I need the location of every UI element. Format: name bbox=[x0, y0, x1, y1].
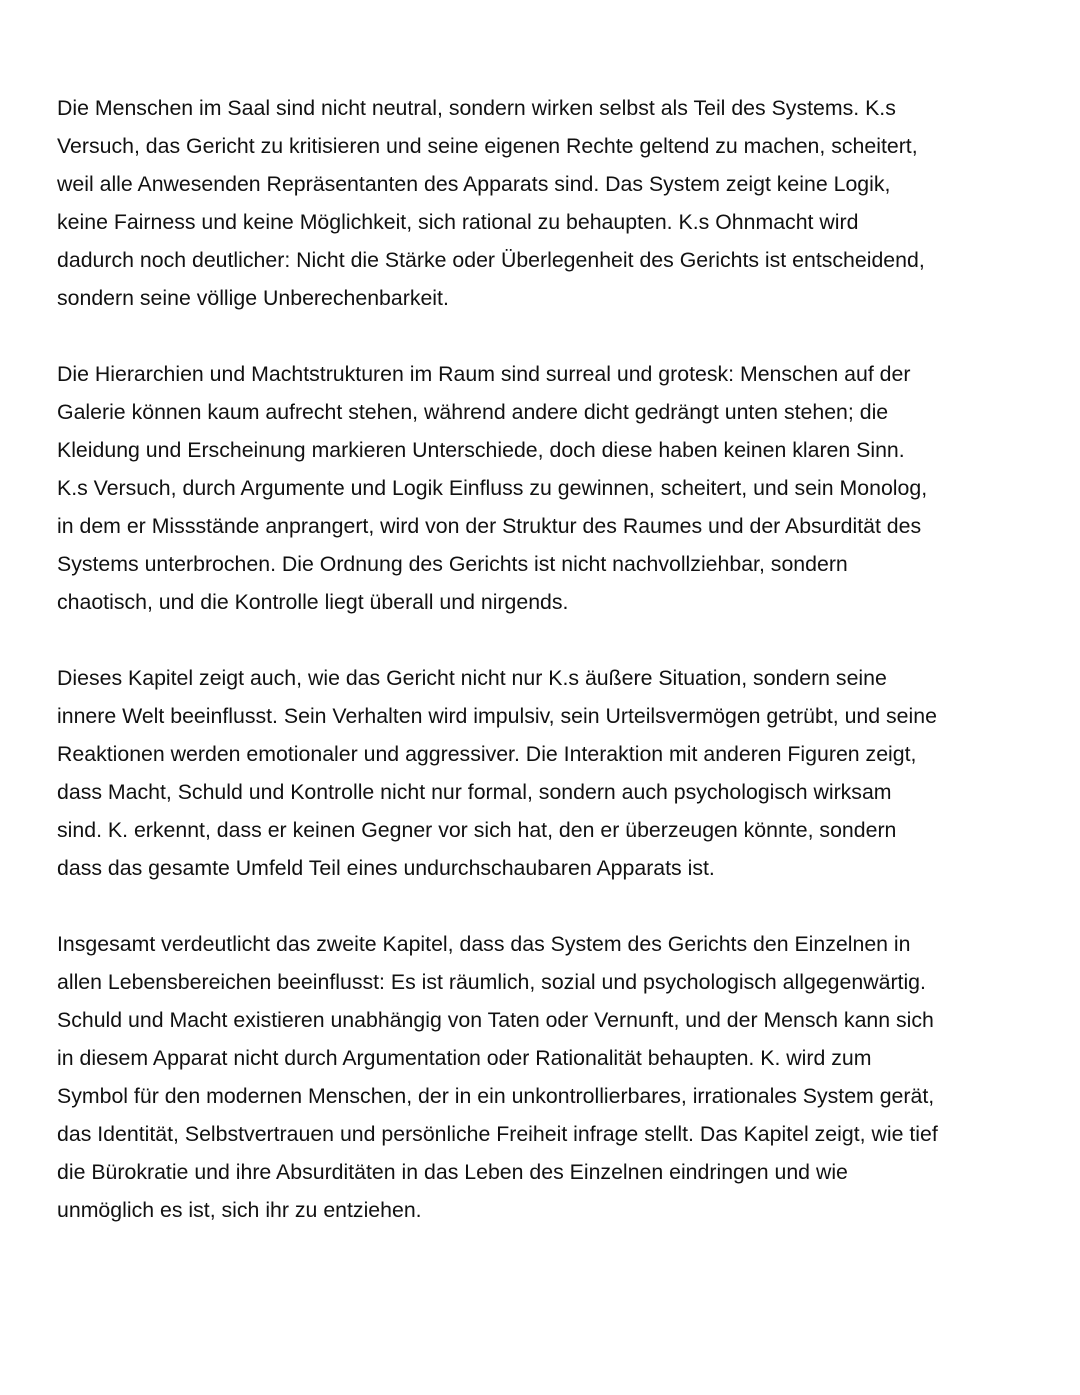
paragraph-line: Reaktionen werden emotionaler und aggressiver. Die Interaktion mit anderen Figuren zeigt, bbox=[57, 742, 917, 766]
paragraph-4 bbox=[57, 925, 1032, 1229]
paragraph-line: die Bürokratie und ihre Absurditäten in das Leben des Einzelnen eindringen und wie bbox=[57, 1160, 848, 1184]
paragraph-line: Schuld und Macht existieren unabhängig von Taten oder Vernunft, und der Mensch kann sich bbox=[57, 1008, 934, 1032]
paragraph-line: innere Welt beeinflusst. Sein Verhalten wird impulsiv, sein Urteilsvermögen getrübt, und seine bbox=[57, 704, 937, 728]
paragraph-line: in dem er Missstände anprangert, wird von der Struktur des Raumes und der Absurdität des bbox=[57, 514, 922, 538]
document-page bbox=[57, 89, 1032, 1267]
paragraph-line: keine Fairness und keine Möglichkeit, sich rational zu behaupten. K.s Ohnmacht wird bbox=[57, 210, 859, 234]
paragraph-line: sondern seine völlige Unberechenbarkeit. bbox=[57, 286, 449, 310]
paragraph-line: unmöglich es ist, sich ihr zu entziehen. bbox=[57, 1198, 422, 1222]
paragraph-line: Die Hierarchien und Machtstrukturen im Raum sind surreal und grotesk: Menschen auf der bbox=[57, 362, 911, 386]
paragraph-line: Die Menschen im Saal sind nicht neutral, sondern wirken selbst als Teil des Systems. K.s bbox=[57, 96, 896, 120]
paragraph-line: Systems unterbrochen. Die Ordnung des Gerichts ist nicht nachvollziehbar, sondern bbox=[57, 552, 848, 576]
paragraph-line: Insgesamt verdeutlicht das zweite Kapitel, dass das System des Gerichts den Einzelnen in bbox=[57, 932, 911, 956]
paragraph-line: Symbol für den modernen Menschen, der in ein unkontrollierbares, irrationales System gerät, bbox=[57, 1084, 935, 1108]
paragraph-line: dadurch noch deutlicher: Nicht die Stärke oder Überlegenheit des Gerichts ist entscheidend, bbox=[57, 248, 925, 272]
paragraph-line: das Identität, Selbstvertrauen und persönliche Freiheit infrage stellt. Das Kapitel zeigt, wie tief bbox=[57, 1122, 938, 1146]
paragraph-line: Versuch, das Gericht zu kritisieren und seine eigenen Rechte geltend zu machen, scheitert, bbox=[57, 134, 918, 158]
paragraph-line: chaotisch, und die Kontrolle liegt überall und nirgends. bbox=[57, 590, 569, 614]
paragraph-line: dass Macht, Schuld und Kontrolle nicht nur formal, sondern auch psychologisch wirksam bbox=[57, 780, 892, 804]
paragraph-line: weil alle Anwesenden Repräsentanten des Apparats sind. Das System zeigt keine Logik, bbox=[57, 172, 891, 196]
paragraph-line: Kleidung und Erscheinung markieren Unterschiede, doch diese haben keinen klaren Sinn. bbox=[57, 438, 905, 462]
paragraph-1 bbox=[57, 89, 1032, 317]
paragraph-line: dass das gesamte Umfeld Teil eines undurchschaubaren Apparats ist. bbox=[57, 856, 715, 880]
paragraph-line: sind. K. erkennt, dass er keinen Gegner vor sich hat, den er überzeugen könnte, sondern bbox=[57, 818, 897, 842]
paragraph-line: K.s Versuch, durch Argumente und Logik Einfluss zu gewinnen, scheitert, und sein Monolog, bbox=[57, 476, 928, 500]
paragraph-line: allen Lebensbereichen beeinflusst: Es ist räumlich, sozial und psychologisch allgegenwärtig. bbox=[57, 970, 926, 994]
paragraph-line: Galerie können kaum aufrecht stehen, während andere dicht gedrängt unten stehen; die bbox=[57, 400, 889, 424]
paragraph-3 bbox=[57, 659, 1032, 887]
paragraph-line: Dieses Kapitel zeigt auch, wie das Gericht nicht nur K.s äußere Situation, sondern seine bbox=[57, 666, 887, 690]
paragraph-2 bbox=[57, 355, 1032, 621]
paragraph-line: in diesem Apparat nicht durch Argumentation oder Rationalität behaupten. K. wird zum bbox=[57, 1046, 872, 1070]
